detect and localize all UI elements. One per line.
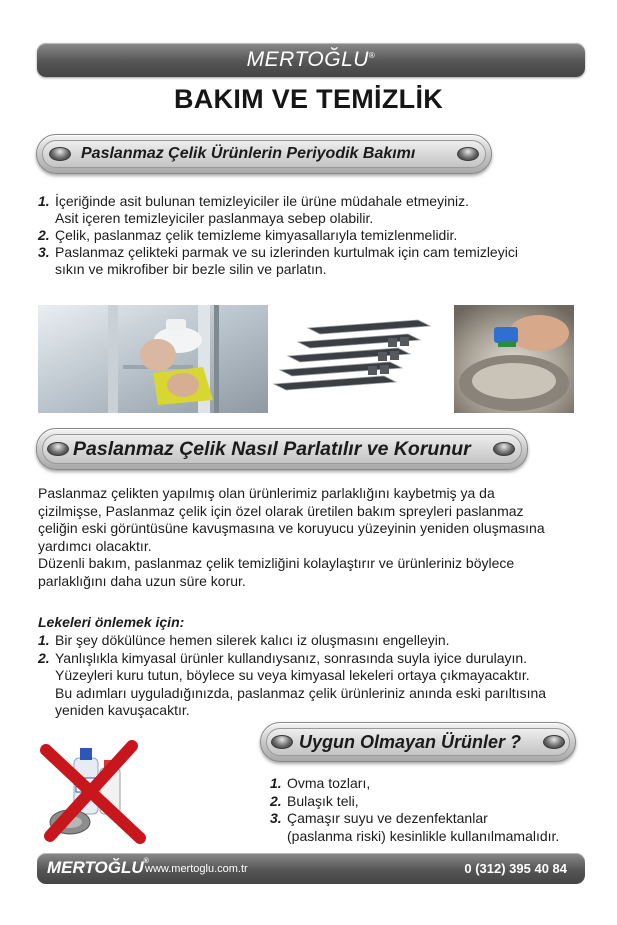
section2-heading: Paslanmaz Çelik Nasıl Parlatılır ve Korunur [73, 437, 471, 460]
item-line: Bu adımları uyguladığınızda, paslanmaz çelik ürünleriniz anında eski parıltısına [55, 684, 547, 701]
footer-brand [47, 858, 149, 878]
paragraph-line: parlaklığını daha uzun süre korur. [38, 572, 246, 589]
item-number: 2. [270, 792, 282, 809]
list-item [38, 650, 588, 720]
list-item [38, 227, 583, 244]
stain-prevention-heading: Lekeleri önlemek için: [38, 614, 185, 630]
polishing-sink-photo [454, 305, 574, 413]
item-line: İçeriğinde asit bulunan temizleyiciler ile ürüne müdahale etmeyiniz. [55, 193, 469, 209]
pill-bullet-icon [457, 147, 479, 161]
footer-bar [37, 853, 585, 884]
item-line: Çelik, paslanmaz çelik temizleme kimyasallarıyla temizlenmelidir. [55, 227, 458, 243]
item-line: Paslanmaz çelikteki parmak ve su izlerinden kurtulmak için cam temizleyici [55, 244, 518, 260]
item-number: 3. [38, 244, 50, 260]
periodic-care-list [38, 193, 583, 278]
unsuitable-products-list [270, 775, 580, 845]
page-title: BAKIM VE TEMİZLİK [173, 84, 444, 114]
item-line: Ovma tozları, [287, 775, 371, 791]
item-number: 2. [38, 227, 50, 243]
pill-bullet-icon [543, 735, 565, 749]
item-number: 2. [38, 649, 50, 666]
footer-brand-name: MERTOĞLU [47, 858, 144, 877]
brand-name: MERTOĞLU [246, 48, 369, 71]
section1-heading: Paslanmaz Çelik Ürünlerin Periyodik Bakımı [81, 145, 416, 162]
section-heading-periodic-care [36, 134, 492, 174]
item-line: yeniden kavuşacaktır. [55, 702, 190, 718]
registered-mark: ® [368, 51, 376, 60]
item-line: Bir şey dökülünce hemen silerek kalıcı iz oluşmasını engelleyin. [55, 632, 450, 648]
item-number: 1. [270, 775, 282, 791]
phone-number: 0 (312) 395 40 84 [464, 861, 567, 876]
list-item [38, 244, 583, 278]
list-item [38, 193, 583, 227]
paragraph-line: çizilmişse, Paslanmaz çelik için özel olarak üretilen bakım spreyleri paslanmaz [38, 502, 524, 519]
pill-bullet-icon [493, 442, 515, 456]
list-item [270, 810, 580, 845]
stain-prevention-list [38, 632, 588, 720]
item-line: Asit içeren temizleyiciler paslanmaya sebep olabilir. [55, 210, 374, 226]
item-line: Yanlışlıkla kimyasal ürünler kullandıysanız, sonrasında suyla iyice durulayın. [55, 649, 528, 666]
item-line: sıkın ve mikrofiber bir bezle silin ve parlatın. [55, 261, 327, 277]
pill-bullet-icon [49, 147, 71, 161]
steel-profiles-photo [268, 318, 444, 400]
brand-header-bar [37, 43, 585, 77]
item-line: Bulaşık teli, [287, 792, 359, 809]
item-line: Yüzeyleri kuru tutun, böylece su veya kimyasal lekeleri ortaya çıkmayacaktır. [55, 667, 530, 683]
website-link[interactable]: www.mertoglu.com.tr [145, 863, 248, 875]
pill-bullet-icon [47, 442, 69, 456]
cleaning-spray-photo [38, 305, 268, 413]
list-item [270, 793, 580, 811]
item-number: 3. [270, 810, 282, 826]
registered-mark: ® [143, 858, 149, 865]
paragraph-line: Düzenli bakım, paslanmaz çelik temizliğini kolaylaştırır ve ürünleriniz böylece [38, 555, 515, 571]
pill-bullet-icon [271, 735, 293, 749]
paragraph-line: yardımcı olacaktır. [38, 537, 152, 554]
list-item [270, 775, 580, 793]
section-heading-polish-protect [36, 428, 528, 470]
section-heading-unsuitable-products [260, 722, 576, 762]
polish-description [38, 485, 588, 590]
item-number: 1. [38, 193, 50, 209]
paragraph-line: çeliğin eski görüntüsüne kavuşmasına ve koruyucu yüzeyinin yeniden oluşmasına [38, 520, 545, 536]
item-line: (paslanma riski) kesinlikle kullanılmamalıdır. [287, 827, 560, 844]
prohibited-products-image [40, 738, 146, 846]
item-line: Çamaşır suyu ve dezenfektanlar [287, 810, 488, 826]
item-number: 1. [38, 632, 50, 648]
list-item [38, 632, 588, 650]
paragraph-line: Paslanmaz çelikten yapılmış olan ürünlerimiz parlaklığını kaybetmiş ya da [38, 485, 495, 501]
section3-heading: Uygun Olmayan Ürünler ? [299, 731, 522, 752]
